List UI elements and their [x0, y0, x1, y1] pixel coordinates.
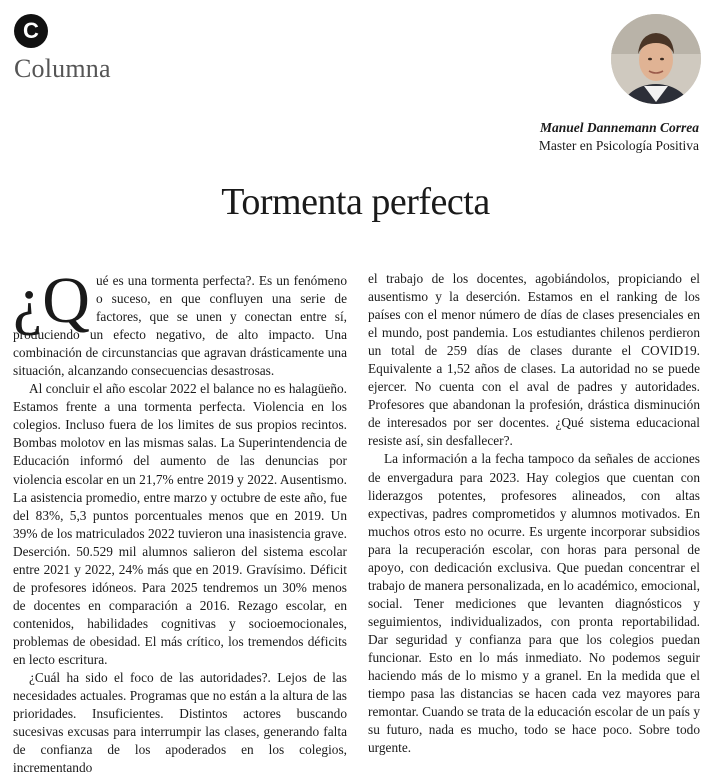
author-name: Manuel Dannemann Correa	[539, 120, 699, 135]
article-paragraph: Al concluir el año escolar 2022 el balance no es halagüeño. Estamos frente a una tormenta perfecta. Violencia en los colegios. Incluso fuera de los limites de sus propios recintos. Bombas molotov en las mismas salas. La Superintendencia de Educación informó del aumento de las denuncias por violencia escolar en un 21,7% entre 2019 y 2022. Ausentismo. La asistencia promedio, entre marzo y octubre de este año, fue del 83%, 5,3 puntos porcentuales menos que en 2019. Un 39% de los matriculados 2022 tuvieron una inasistencia grave. Deserción. 50.529 mil alumnos salieron del sistema escolar entre 2021 y 2022, 24% más que en 2019. Gravísimo. Déficit de profesores idóneos. Para 2025 tendremos un 30% menos de docentes en comparación a 2016. Rezago escolar, en contenidos, habilidades cognitivas y socioemocionales, problemas de obesidad. El más crítico, los tremendos déficits en lecto escritura.	[13, 381, 347, 667]
author-portrait-icon	[611, 14, 701, 104]
drop-cap: ¿Q	[13, 264, 90, 337]
newspaper-logo-icon: C	[14, 14, 48, 48]
article-column-right	[368, 270, 700, 757]
author-role: Master en Psicología Positiva	[538, 138, 699, 153]
section-label: Columna	[14, 54, 111, 83]
article-column-left	[13, 264, 347, 777]
article-title: Tormenta perfecta	[221, 181, 490, 223]
article-paragraph: ¿Cuál ha sido el foco de las autoridades?. Lejos de las necesidades actuales. Programas que no están a la altura de las prioridades. Insuficientes. Distintos actores buscando sucesivas excusas para interrumpir las clases, generando falta de confianza de los apoderados en los colegios, incrementando	[13, 670, 347, 776]
article-paragraph: La información a la fecha tampoco da señales de acciones de envergadura para 2023. Hay colegios que cuentan con liderazgos potentes, profesores alineados, con altas expectivas, padres comprometidos y alumnos motivados. En muchos otros esto no ocurre. Es urgente incorporar subsidios para la recuperación escolar, con horas para personal de apoyo, con dedicación exclusiva. Que puedan concentrar el trabajo de manera personalizada, en lo académico, emocional, social. Tener mediciones que levanten diagnósticos y seguimientos, individualizados, con pronta reportabilidad. Dar seguridad y confianza para que los colegios puedan funcionar. Esto en lo más inmediato. No podemos seguir haciendo más de lo mismo y a granel. En la medida que el tiempo pasa las distancias se hacen cada vez mayores para remontar. Cuando se trata de la educación escolar de un país y su futuro, nada es mucho, todo se hace poco. Sobre todo urgente.	[368, 451, 700, 756]
article-paragraph: ¿Q ué es una tormenta perfecta?. Es un fenómeno o suceso, en que confluyen una serie de factores, que se unen y conectan entre sí, produciendo un efecto negativo, de alto impacto. Una combinación de circunstancias que agravan drásticamente una situación, alcanzando consecuencias desastrosas.	[13, 264, 347, 379]
article-paragraph: el trabajo de los docentes, agobiándolos, propiciando el ausentismo y la deserción. Estamos en el ranking de los países con el menor número de días de clases presenciales en el mundo, post pandemia. Los estudiantes chilenos perdieron un total de 259 días de clases durante el COVID19. Equivalente a 1,52 años de clases. La autoridad no se puede ejercer. No cuenta con el aval de padres y autoridades. Profesores que abandonan la profesión, drástica disminución de interesados por ser docentes. ¿Qué sistema educacional resiste así, sin desfallecer?.	[368, 271, 700, 449]
